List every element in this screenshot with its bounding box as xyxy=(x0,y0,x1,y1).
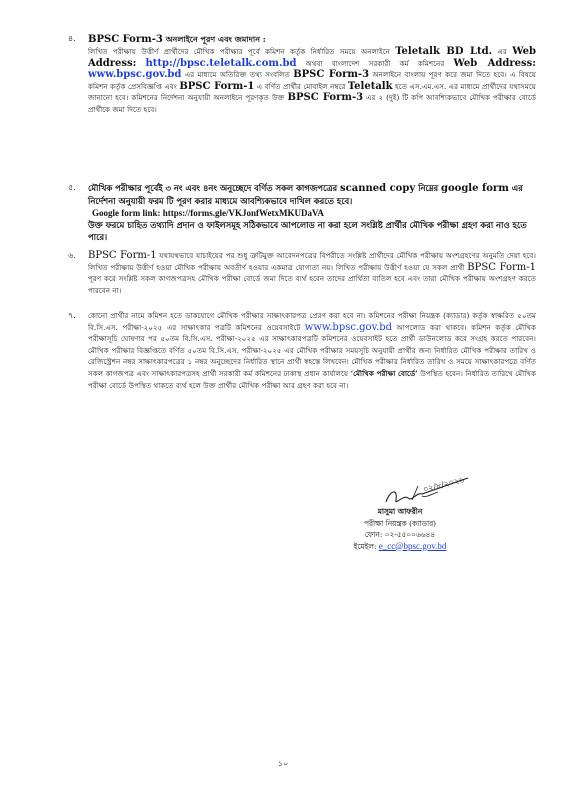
bpsc-website-link[interactable]: www.bpsc.gov.bd xyxy=(304,321,393,333)
section-5-note: উক্ত ফরমে চাহিত তথ্যাদি প্রদান ও ফাইলসমূহ সঠিকভাবে আপলোড না করা হলে সংশ্লিষ্ট প্রার্থীর মৌখিক পরীক্ষা গ্রহণ করা নাও হতে পারে। xyxy=(88,220,527,242)
google-form-link[interactable]: Google form link: https://forms.gle/VKJonfWetxMKUDaVA xyxy=(92,208,324,218)
section-7 xyxy=(68,310,537,391)
section-4-body: লিখিত পরীক্ষায় উত্তীর্ণ প্রার্থীদের মৌখিক পরীক্ষার পূর্বে কমিশন কর্তৃক নির্ধারিত সময়ে অনলাইনে Teletalk BD Ltd. এর Web Address: http://bpsc.teletalk.com.bd অথবা বাংলাদেশ সরকারী কর্ম কমিশনের Web Address: www.bpsc.gov.bd এর মাধ্যমে অতিরিক্ত তথ্য সংবলিত BPSC Form-3 অনলাইনে বাংলায় পূরণ করে জমা দিতে হবে। এ বিষয়ে কমিশন কর্তৃক প্রেসবিজ্ঞপ্তি এবং BPSC Form-1 এ বর্ণিত প্রার্থীর মোবাইল নম্বরে Teletalk হতে এস.এম.এস. এর মাধ্যমে প্রার্থীদের যথাসময়ে জানানো হবে। কমিশনের নির্দেশনা অনুযায়ী অনলাইনে পূরণকৃত উক্ত BPSC Form-3 এর ২ (দুই) টি কপি আবশ্যিকভাবে মৌখিক পরীক্ষার বোর্ডে প্রার্থীকে জমা দিতে হবে। xyxy=(88,46,537,114)
email-link[interactable]: e_cc@bpsc.gov.bd xyxy=(378,540,447,551)
signatory-phone: ফোন: ০২-৫৫০০৬৬৪৪ xyxy=(364,530,436,539)
bpsc-url-link[interactable]: www.bpsc.gov.bd xyxy=(88,69,182,81)
section-6-body: BPSC Form-1 যথাযথভাবে যাচাইয়ের পর শুধু ত্রুটিমুক্ত আবেদনপত্রের বিপরীতে সংশ্লিষ্ট প্রার্থীদের মৌখিক পরীক্ষায় অংশগ্রহণের অনুমতি দেয়া হবে। লিখিত পরীক্ষায় উত্তীর্ণ হওয়া মৌখিক পরীক্ষায় অবতীর্ণ হওয়ার একমাত্র যোগ্যতা নয়। লিখিত পরীক্ষায় উত্তীর্ণ হওয়া যে সকল প্রার্থী BPSC Form-1 পূরণ করে সংশ্লিষ্ট সকল কাগজপত্রসহ মৌখিক পরীক্ষা বোর্ডে জমা দিতে ব্যর্থ হবেন তাদের প্রার্থিতা বাতিল হবে এবং তারা মৌখিক পরীক্ষায় অংশগ্রহণ করতে পারবেন না। xyxy=(88,250,536,295)
section-6 xyxy=(68,250,536,296)
signatory-email: ইমেইল: e_cc@bpsc.gov.bd xyxy=(353,540,447,551)
section-4-heading: BPSC Form-3 অনলাইনে পূরণ এবং জমাদান : xyxy=(88,34,266,45)
signatory-designation: পরীক্ষা নিয়ন্ত্রক (ক্যাডার) xyxy=(363,518,437,528)
section-5-body: মৌখিক পরীক্ষার পূর্বেই ৩ নং এবং ৪নং অনুচ্ছেদে বর্ণিত সকল কাগজপত্রের scanned copy নিম্নের google form এর নির্দেশনা অনুযায়ী ফরম টি পূরণ করার মাধ্যমে আবশ্যিকভাবে দাখিল করতে হবে। xyxy=(88,183,523,206)
teletalk-url-link[interactable]: http://bpsc.teletalk.com.bd xyxy=(145,57,297,69)
signatory-name: মাসুমা আফরীন xyxy=(377,507,423,516)
section-7-number: ৭. xyxy=(68,311,76,320)
page-number: ১০ xyxy=(277,759,289,768)
section-7-body: কোনো প্রার্থীর নামে কমিশন হতে ডাকযোগে মৌখিক পরীক্ষার সাক্ষাৎকারপত্র প্রেরণ করা হবে না। কমিশনের পরীক্ষা নিয়ন্ত্রক (ক্যাডার) কর্তৃক স্বাক্ষরিত ৫০তম বি.সি.এস. পরীক্ষা-২০২৫ এর সাক্ষাৎকার পত্রটি কমিশনের ওয়েবসাইটে www.bpsc.gov.bd আপলোড করা থাকবে। কমিশন কর্তৃক মৌখিক পরীক্ষাসূচি ঘোষণার পর ৫০তম বি.সি.এস. পরীক্ষা-২০২৫ এর সাক্ষাৎকারপত্রটি কমিশনের ওয়েবসাইট হতে প্রার্থী ডাউনলোড করে সংগ্রহ করতে পারবেন। মৌখিক পরীক্ষার বিজ্ঞপ্তিতে বর্ণিত ৫০তম বি.সি.এস. পরীক্ষা-২০২৫ এর মৌখিক পরীক্ষার সময়সূচি অনুযায়ী প্রার্থীর জন্য নির্ধারিত মৌখিক পরীক্ষার তারিখ ও রেজিস্ট্রেশন নম্বর সাক্ষাৎকারপত্রের ১ নম্বর অনুচ্ছেদের নির্ধারিত স্থানে প্রার্থী স্বহস্তে লিখবেন। মৌখিক পরীক্ষার নির্ধারিত তারিখ ও সময়ে সাক্ষাৎকারপত্রে বর্ণিত সকল কাগজপত্র এবং সাক্ষাৎকারপত্রসহ প্রার্থী সরকারী কর্ম কমিশনের ঢাকাস্থ প্রধান কার্যালয়ে ‘মৌখিক পরীক্ষা বোর্ডে’ উপস্থিত হবেন। নির্ধারিত তারিখে মৌখিক পরীক্ষা বোর্ডে উপস্থিত থাকতে ব্যর্থ হলে উক্ত প্রার্থীর মৌখিক পরীক্ষা আর গ্রহণ করা হবে না। xyxy=(88,311,537,390)
section-4-number: ৪. xyxy=(68,34,76,43)
signature-date: ০২/৮/২০২৬ xyxy=(422,475,466,494)
section-4 xyxy=(68,33,537,116)
section-5-number: ৫. xyxy=(68,183,76,192)
signature-block xyxy=(300,468,500,552)
section-5 xyxy=(68,182,536,243)
section-6-number: ৬. xyxy=(68,251,76,260)
